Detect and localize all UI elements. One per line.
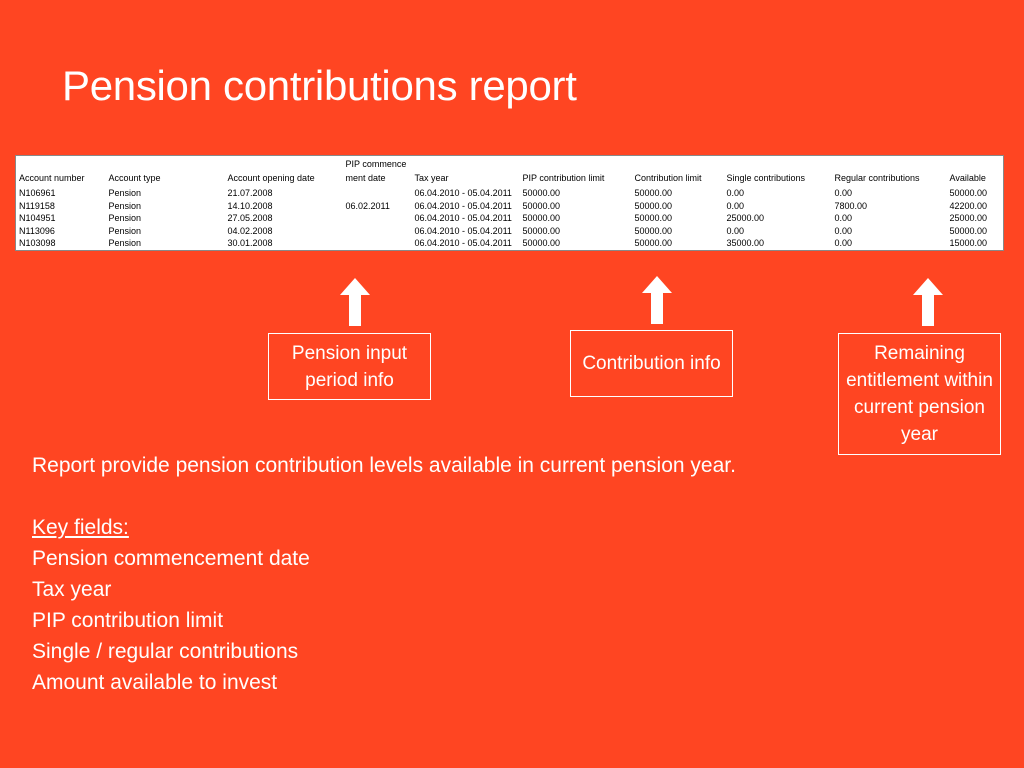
cell-tax-year: 06.04.2010 - 05.04.2011 [412, 237, 520, 250]
cell-tax-year: 06.04.2010 - 05.04.2011 [414, 225, 512, 236]
key-field-item: Pension commencement date [32, 547, 310, 570]
key-field-item: PIP contribution limit [32, 609, 224, 632]
cell-pip-commencement-date [343, 225, 412, 238]
cell-account-type: Pension [106, 237, 225, 250]
cell-tax-year: 06.04.2010 - 05.04.2011 [414, 200, 512, 211]
cell-account-number: N104951 [19, 213, 56, 223]
cell-pip-contribution-limit: 50000.00 [522, 188, 561, 198]
header-pip-commencement-date: PIP commence ment date [345, 159, 407, 183]
key-fields-heading: Key fields: [32, 516, 129, 539]
cell-pip-contribution-limit: 50000.00 [522, 225, 561, 236]
cell-account-opening-date: 21.07.2008 [227, 188, 273, 198]
callout-remaining-label: Remaining entitlement within current pension year [846, 343, 993, 445]
pension-report-table [15, 155, 1004, 251]
cell-pip-contribution-limit: 50000.00 [522, 200, 561, 211]
cell-pip-contribution-limit: 50000.00 [522, 213, 561, 223]
cell-tax-year: 06.04.2010 - 05.04.2011 [414, 213, 512, 223]
key-field-item: Tax year [32, 578, 112, 601]
cell-account-opening-date: 30.01.2008 [225, 237, 343, 250]
cell-regular-contributions: 0.00 [834, 225, 853, 236]
cell-single-contributions: 25000.00 [726, 213, 765, 223]
cell-available: 42200.00 [949, 200, 988, 211]
up-arrow-icon [642, 276, 672, 324]
table-row [16, 187, 1004, 200]
cell-contribution-limit: 50000.00 [632, 237, 724, 250]
up-arrow-icon [913, 278, 943, 326]
cell-single-contributions: 0.00 [726, 188, 745, 198]
header-available: Available [949, 173, 986, 183]
cell-pip-commencement-date [343, 212, 412, 225]
cell-pip-commencement-date: 06.02.2011 [345, 200, 390, 211]
slide-title: Pension contributions report [62, 62, 577, 109]
cell-regular-contributions: 7800.00 [834, 200, 868, 211]
cell-single-contributions: 35000.00 [724, 237, 832, 250]
header-single-contributions: Single contributions [726, 173, 806, 183]
body-text [32, 450, 752, 698]
header-account-type: Account type [108, 173, 161, 183]
key-field-item: Single / regular contributions [32, 640, 299, 663]
header-tax-year: Tax year [414, 173, 449, 183]
table-row [16, 200, 1004, 213]
header-regular-contributions: Regular contributions [834, 173, 920, 183]
cell-tax-year: 06.04.2010 - 05.04.2011 [414, 188, 512, 198]
callout-contribution-info [570, 330, 733, 397]
key-field-item: Amount available to invest [32, 671, 278, 694]
header-account-number: Account number [19, 173, 85, 183]
cell-contribution-limit: 50000.00 [634, 225, 673, 236]
header-contribution-limit: Contribution limit [634, 173, 702, 183]
cell-contribution-limit: 50000.00 [634, 200, 673, 211]
cell-regular-contributions: 0.00 [834, 188, 853, 198]
cell-pip-commencement-date [343, 237, 412, 250]
cell-pip-contribution-limit: 50000.00 [520, 237, 632, 250]
cell-available: 15000.00 [947, 237, 1004, 250]
cell-account-opening-date: 14.10.2008 [227, 200, 273, 211]
cell-account-type: Pension [108, 213, 142, 223]
header-account-opening-date: Account opening date [227, 173, 315, 183]
cell-account-type: Pension [108, 200, 142, 211]
table-header-row [16, 156, 1004, 188]
cell-account-opening-date: 04.02.2008 [227, 225, 273, 236]
cell-account-number: N103098 [16, 237, 106, 250]
cell-regular-contributions: 0.00 [832, 237, 947, 250]
cell-contribution-limit: 50000.00 [634, 213, 673, 223]
cell-pip-commencement-date [343, 187, 412, 200]
cell-available: 25000.00 [949, 213, 988, 223]
cell-single-contributions: 0.00 [726, 200, 745, 211]
cell-single-contributions: 0.00 [726, 225, 745, 236]
callout-pip-label: Pension input period info [291, 342, 408, 391]
cell-regular-contributions: 0.00 [834, 213, 853, 223]
cell-account-type: Pension [108, 225, 142, 236]
callout-remaining-entitlement [838, 333, 1001, 455]
cell-account-type: Pension [108, 188, 142, 198]
cell-account-number: N113096 [19, 225, 55, 236]
cell-available: 50000.00 [949, 225, 988, 236]
cell-contribution-limit: 50000.00 [634, 188, 673, 198]
table-row [16, 212, 1004, 225]
callout-pip-info [268, 333, 431, 400]
cell-account-number: N106961 [19, 188, 56, 198]
cell-account-number: N119158 [19, 200, 55, 211]
cell-available: 50000.00 [949, 188, 988, 198]
report-description: Report provide pension contribution levels available in current pension year. [32, 454, 736, 477]
cell-account-opening-date: 27.05.2008 [227, 213, 273, 223]
table-row [16, 225, 1004, 238]
up-arrow-icon [340, 278, 370, 326]
callout-contribution-label: Contribution info [582, 353, 721, 374]
table-row [16, 237, 1004, 250]
header-pip-contribution-limit: PIP contribution limit [522, 173, 605, 183]
